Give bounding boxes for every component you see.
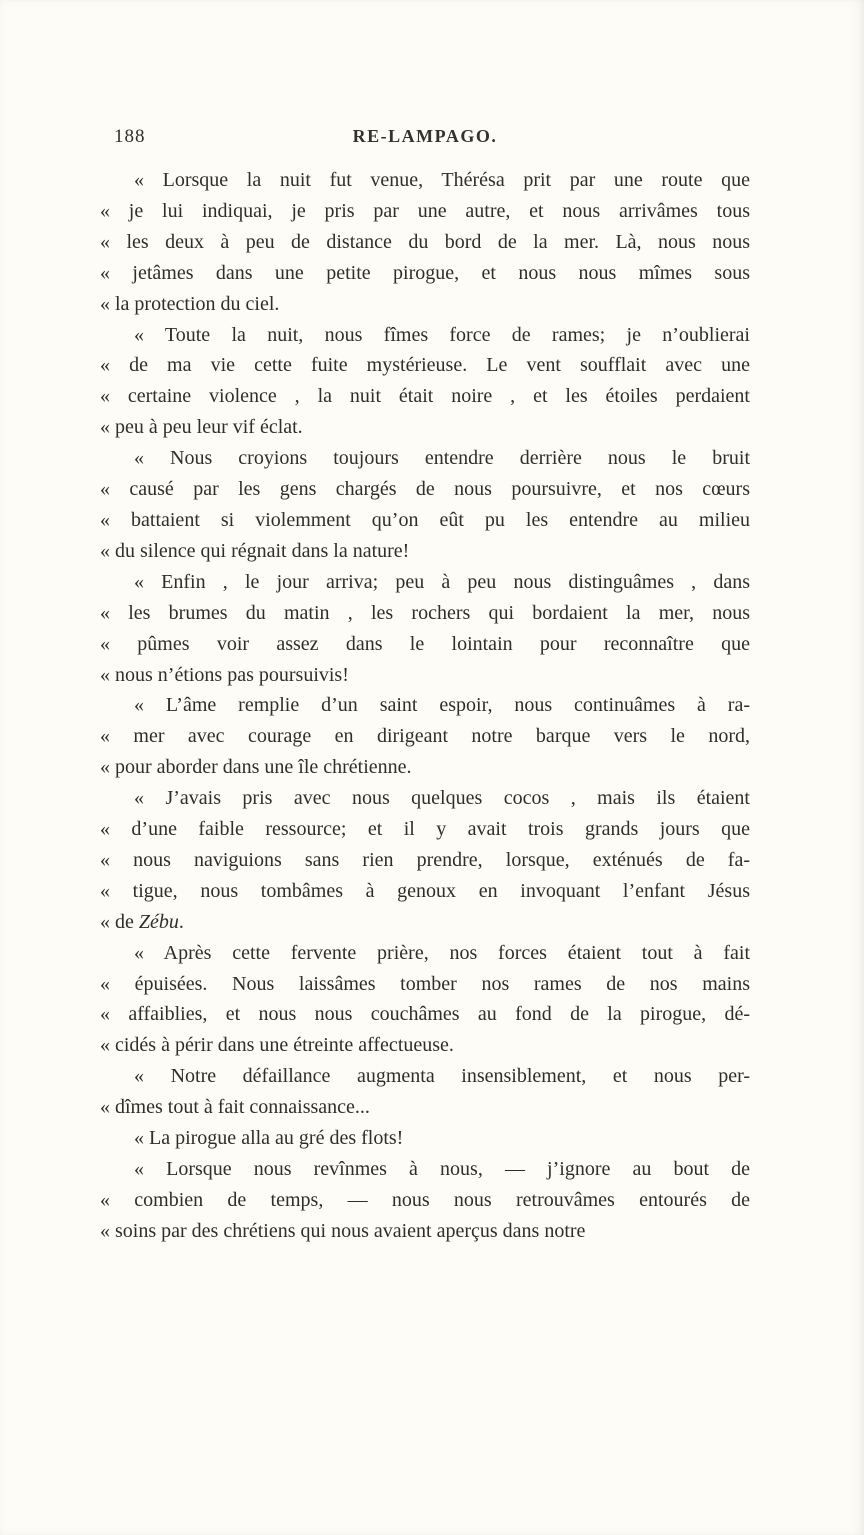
text-line: « pûmes voir assez dans le lointain pour reconnaître que: [100, 632, 750, 655]
page-body: [100, 165, 750, 1247]
text-line: « soins par des chrétiens qui nous avaient aperçus dans notre: [100, 1219, 586, 1242]
text-line: « d’une faible ressource; et il y avait trois grands jours que: [100, 818, 750, 841]
text-line: « Toute la nuit, nous fîmes force de rames; je n’oublierai: [134, 323, 750, 346]
text-line: « J’avais pris avec nous quelques cocos , mais ils étaient: [134, 787, 750, 810]
text-line: « nous naviguions sans rien prendre, lorsque, exténués de fa-: [100, 848, 750, 871]
text-line: « cidés à périr dans une étreinte affectueuse.: [100, 1034, 454, 1057]
paragraph: [100, 1154, 750, 1247]
text-line: « Enfin , le jour arriva; peu à peu nous distinguâmes , dans: [134, 570, 750, 593]
text-line: « de ma vie cette fuite mystérieuse. Le vent soufflait avec une: [100, 354, 750, 377]
running-title: RE-LAMPAGO.: [352, 126, 498, 146]
text-line: « certaine violence , la nuit était noire , et les étoiles perdaient: [100, 385, 750, 408]
text-line: « Nous croyions toujours entendre derrière nous le bruit: [134, 447, 750, 470]
page-header-row: [100, 126, 750, 156]
text-line: « battaient si violemment qu’on eût pu les entendre au milieu: [100, 508, 750, 531]
text-line: « pour aborder dans une île chrétienne.: [100, 756, 412, 779]
paragraph: [100, 1123, 750, 1154]
text-line: « peu à peu leur vif éclat.: [100, 416, 303, 439]
paragraph: [100, 567, 750, 691]
text-line: « Notre défaillance augmenta insensiblement, et nous per-: [134, 1065, 750, 1088]
text-line: « les deux à peu de distance du bord de la mer. Là, nous nous: [100, 230, 750, 253]
page-number: 188: [114, 126, 146, 147]
text-line: « tigue, nous tombâmes à genoux en invoquant l’enfant Jésus: [100, 879, 750, 902]
text-line: « La pirogue alla au gré des flots!: [134, 1127, 404, 1150]
paragraph: [100, 938, 750, 1062]
text-line: « dîmes tout à fait connaissance...: [100, 1096, 370, 1119]
text-line: « mer avec courage en dirigeant notre barque vers le nord,: [100, 725, 750, 748]
paragraph: [100, 320, 750, 444]
paragraph: [100, 165, 750, 320]
text-line: « causé par les gens chargés de nous poursuivre, et nos cœurs: [100, 478, 750, 501]
text-line: « jetâmes dans une petite pirogue, et nous nous mîmes sous: [100, 261, 750, 284]
text-line: « nous n’étions pas poursuivis!: [100, 663, 349, 686]
paragraph: [100, 783, 750, 938]
text-line: « Lorsque la nuit fut venue, Thérésa prit par une route que: [134, 169, 750, 191]
text-line: « épuisées. Nous laissâmes tomber nos rames de nos mains: [100, 972, 750, 995]
text-line: « Après cette fervente prière, nos forces étaient tout à fait: [134, 941, 750, 964]
text-line: « les brumes du matin , les rochers qui bordaient la mer, nous: [100, 601, 750, 624]
text-line: « de Zébu.: [100, 910, 184, 933]
paragraph: [100, 443, 750, 567]
text-line: « la protection du ciel.: [100, 292, 280, 315]
paragraph: [100, 690, 750, 783]
paragraph: [100, 1061, 750, 1123]
text-line: « je lui indiquai, je pris par une autre, et nous arrivâmes tous: [100, 199, 750, 222]
text-line: « du silence qui régnait dans la nature!: [100, 539, 410, 562]
text-line: « Lorsque nous revînmes à nous, — j’ignore au bout de: [134, 1158, 750, 1180]
text-line: « L’âme remplie d’un saint espoir, nous continuâmes à ra-: [134, 694, 750, 717]
text-line: « affaiblies, et nous nous couchâmes au fond de la pirogue, dé-: [100, 1003, 750, 1026]
text-line: « combien de temps, — nous nous retrouvâmes entourés de: [100, 1188, 750, 1211]
